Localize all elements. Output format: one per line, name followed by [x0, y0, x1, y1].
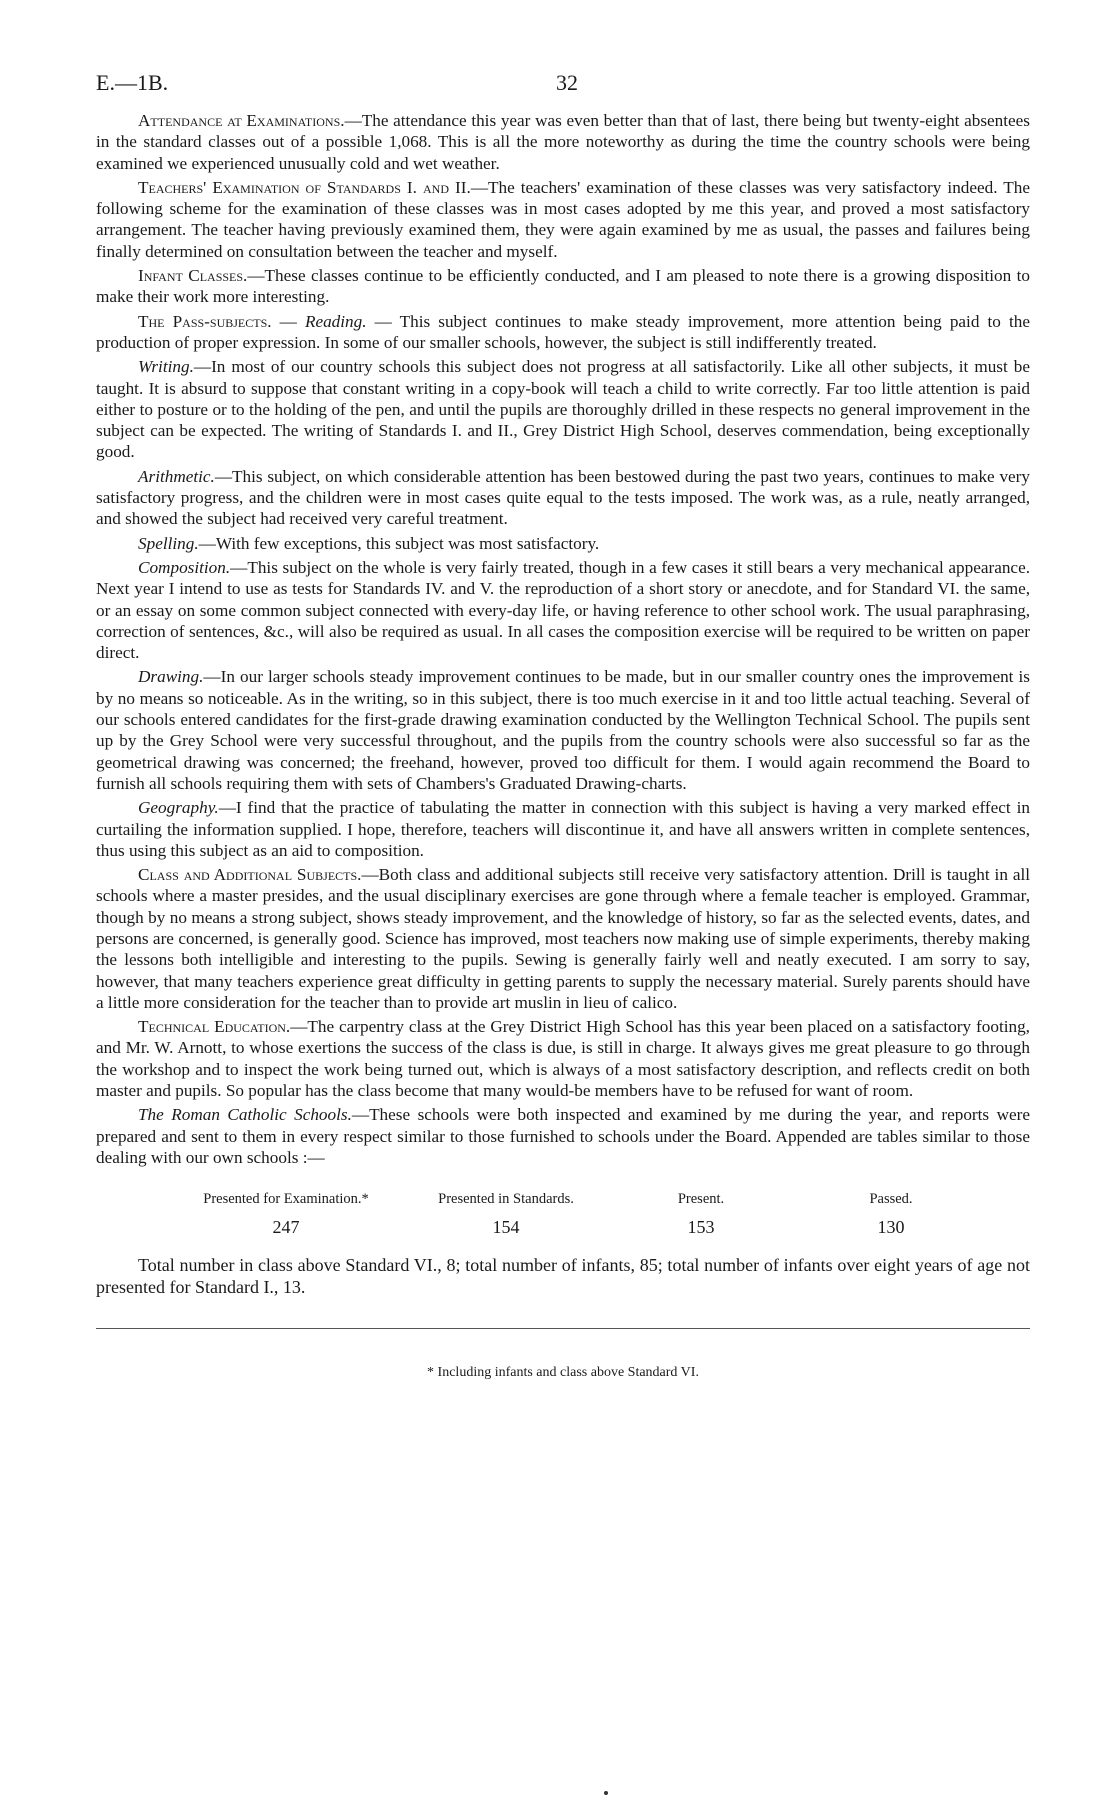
title-separator: —: [271, 311, 305, 331]
statistics-table: [96, 1182, 1030, 1238]
table-header-cell: Passed.: [869, 1191, 913, 1208]
paragraph-text: —I find that the practice of tabulating the matter in connection with this subject is having a very marked effect in curtailing the information supplied. I hope, therefore, teachers will discontinue it, and have all answers written in complete sentences, thus using this subject as an aid to composition.: [96, 798, 1030, 860]
table-header-row: [96, 1182, 1030, 1216]
paragraph-text: —In our larger schools steady improvement continues to be made, but in our smaller country ones the improvement is by no means so noticeable. As in the writing, so in this subject, there is too much exercise in it and too little actual teaching. Several of our schools entered candidates for the first-grade drawing examination conducted by the Wellington Technical School. The pupils sent up by the Grey School were very successful throughout, and the pupils from the country schools were also successful so far as the geometrical drawing was concerned; the freehand, however, proved too difficult for them. I would again recommend the Board to furnish all schools requiring them with sets of Chambers's Graduated Drawing-charts.: [96, 667, 1030, 793]
subsection-title: Drawing.: [138, 667, 204, 687]
table-header-cell: Presented in Standards.: [438, 1191, 574, 1208]
subsection-title: Spelling.: [138, 533, 199, 553]
subsection-title: Composition.: [138, 557, 231, 577]
paragraph-spelling: [96, 533, 1030, 554]
section-title: Infant Classes.: [138, 266, 248, 286]
paragraph-text: —The attendance this year was even better than that of last, there being but twenty-eight absentees in the standard classes out of a possible 1,068. This is all the more noteworthy as during the time the country schools were being examined we experienced unusually cold and wet weather.: [96, 111, 1030, 173]
paragraph-text: —In most of our country schools this subject does not progress at all satisfactorily. Like all other subjects, it must be taught. It is absurd to suppose that constant writing in a copy-book will teach a child to write correctly. Far too little attention is paid either to posture or to the holding of the pen, and until the pupils are thoroughly drilled in these respects no general improvement in the subject can be expected. The writing of Standards I. and II., Grey District High School, deserves commendation, being exceptionally good.: [96, 357, 1030, 462]
paragraph-teachers-examination: [96, 177, 1030, 262]
paragraph-technical-education: [96, 1016, 1030, 1101]
section-title: The Pass-subjects.: [138, 311, 272, 331]
paragraph-text: —Both class and additional subjects still receive very satisfactory attention. Drill is taught in all schools where a master presides, and the usual disciplinary exercises are gone through where a female teacher is employed. Grammar, though by no means a strong subject, shows steady improvement, and the knowledge of history, so far as the selected events, dates, and persons are concerned, is generally good. Science has improved, most teachers now making use of simple experiments, thereby making the lessons both intelligible and interesting to the pupils. Sewing is generally fairly well and neatly executed. I am sorry to say, however, that many teachers experience great difficulty in getting parents to supply the necessary material. Surely parents should have a little more consideration for the teacher than to provide art muslin in lieu of calico.: [96, 865, 1030, 1012]
paragraph-roman-catholic-schools: [96, 1104, 1030, 1168]
paragraph-class-subjects: [96, 864, 1030, 1013]
paragraph-infant-classes: [96, 265, 1030, 308]
table-cell: 247: [272, 1217, 300, 1238]
paragraph-attendance: [96, 110, 1030, 174]
section-title: Attendance at Examinations.: [138, 111, 345, 130]
table-header-cell: Present.: [677, 1191, 725, 1208]
section-title: Technical Education.: [138, 1017, 291, 1037]
page-header: [96, 70, 1030, 110]
paragraph-text: —This subject on the whole is very fairly treated, though in a few cases it still bears a very mechanical appearance. Next year I intend to use as tests for Standards IV. and V. the reproduction of a short story or anecdote, and for Standard VI. the same, or an essay on some common subject connected with every-day life, or having reference to other school work. The usual paraphrasing, correction of sentences, &c., will also be required as usual. In all cases the composition exercise will be required to be written on paper direct.: [96, 557, 1030, 663]
subsection-title: Geography.: [138, 798, 219, 818]
section-title: Teachers' Examination of Standards I. and II.: [138, 177, 471, 197]
paragraph-text: —These classes continue to be efficiently conducted, and I am pleased to note there is a growing disposition to make their work more interesting.: [96, 266, 1030, 307]
table-cell: 154: [492, 1217, 520, 1238]
paragraph-drawing: [96, 666, 1030, 794]
table-header-cell: Presented for Examination.*: [203, 1191, 369, 1208]
subsection-title: Arithmetic.: [138, 466, 215, 486]
paragraph-arithmetic: [96, 466, 1030, 530]
page-mark: [604, 1791, 608, 1795]
paragraph-text: — This subject continues to make steady improvement, more attention being paid to the production of proper expression. In some of our smaller schools, however, the subject is still indifferently treated.: [96, 311, 1030, 352]
paragraph-text: —These schools were both inspected and examined by me during the year, and reports were prepared and sent to them in every respect similar to those furnished to schools under the Board. Appended are tables similar to those dealing with our own schools :—: [96, 1105, 1030, 1167]
paragraph-writing: [96, 356, 1030, 462]
totals-paragraph: Total number in class above Standard VI., 8; total number of infants, 85; total number of infants over eight years of age not presented for Standard I., 13.: [96, 1255, 1030, 1298]
table-cell: 153: [687, 1217, 715, 1238]
paragraph-text: —The carpentry class at the Grey District High School has this year been placed on a satisfactory footing, and Mr. W. Arnott, to whose exertions the success of the class is due, is still in charge. It always gives me great pleasure to go through the workshop and to inspect the work being turned out, which is always of a most satisfactory description, and reflects credit on both master and pupils. So popular has the class become that many would-be members have to be refused for want of room.: [96, 1017, 1030, 1101]
paragraph-geography: [96, 797, 1030, 861]
section-title: Class and Additional Subjects.: [138, 865, 362, 885]
paragraph-text: —With few exceptions, this subject was most satisfactory.: [198, 533, 600, 553]
footnote-divider: [96, 1328, 1030, 1329]
document-reference: E.—1B.: [96, 70, 169, 95]
table-row: [96, 1216, 1030, 1238]
page-number: 32: [556, 70, 578, 95]
paragraph-text: —This subject, on which considerable attention has been bestowed during the past two years, continues to make very satisfactory progress, and the children were in most cases quite equal to the tests imposed. The work was, as a rule, neatly arranged, and showed the subject had received very careful treatment.: [96, 466, 1030, 529]
subsection-title: Writing.: [138, 357, 194, 377]
footnote: * Including infants and class above Standard VI.: [427, 1365, 699, 1381]
subsection-title: Reading.: [304, 311, 367, 331]
paragraph-text: —The teachers' examination of these classes was very satisfactory indeed. The following scheme for the examination of these classes was in most cases adopted by me this year, and proved a most satisfactory arrangement. The teacher having previously examined them, they were again examined by me as usual, the passes and failures being finally determined on consultation between the teacher and myself.: [96, 177, 1030, 261]
subsection-title: The Roman Catholic Schools.: [138, 1105, 352, 1125]
document-page: [96, 70, 1030, 1381]
paragraph-composition: [96, 557, 1030, 663]
paragraph-pass-subjects: [96, 311, 1030, 354]
table-cell: 130: [877, 1217, 905, 1238]
